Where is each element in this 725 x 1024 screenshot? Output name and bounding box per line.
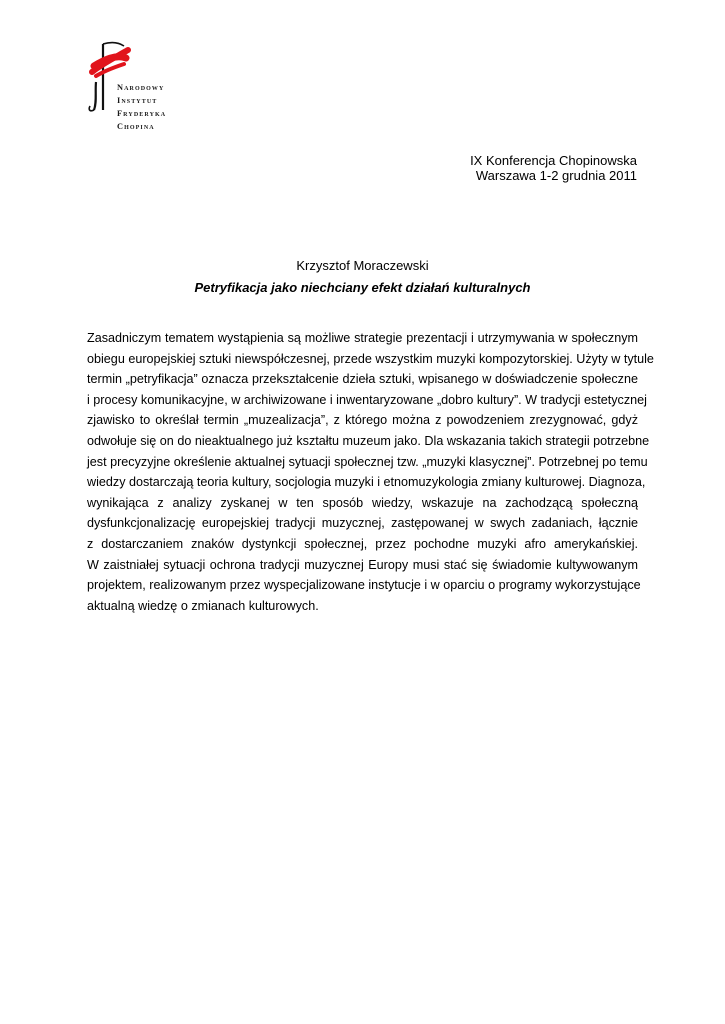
logo-line-3: Fryderyka [117, 109, 167, 118]
logo-wordmark [117, 81, 166, 133]
abstract-line: jest precyzyjne określenie aktualnej sytuacji społecznej tzw. „muzyki klasycznej”. Potrzebnej po temu [87, 454, 648, 469]
abstract-line: i procesy komunikacyjne, w archiwizowane i inwentaryzowane „dobro kultury”. W tradycji estetycznej [87, 392, 647, 407]
abstract-line: z dostarczaniem znaków dystynkcji społecznej, przez pochodne muzyki afro amerykańskiej. [87, 536, 638, 551]
logo-line-1: Narodowy [117, 83, 165, 92]
abstract-line: projektem, realizowanym przez wyspecjalizowane instytucje i w oparciu o programy wykorzystujące [87, 578, 641, 593]
abstract-line: W zaistniałej sytuacji ochrona tradycji muzycznej Europy musi stać się świadomie kultywowanym [87, 557, 638, 572]
author-name: Krzysztof Moraczewski [296, 258, 429, 273]
abstract-text [87, 330, 654, 618]
abstract-line: wynikająca z analizy zyskanej w ten sposób wiedzy, wskazuje na zachodzącą społeczną [87, 495, 638, 510]
conference-info [470, 153, 637, 183]
abstract-line: wiedzy dostarczają teoria kultury, socjologia muzyki i etnomuzykologia zmiany kulturowej. Diagnoza, [87, 475, 646, 490]
conference-name: IX Konferencja Chopinowska [470, 153, 637, 168]
abstract-line: Zasadniczym tematem wystąpienia są możliwe strategie prezentacji i utrzymywania w społecznym [87, 331, 638, 345]
paper-title: Petryfikacja jako niechciany efekt działań kulturalnych [194, 280, 531, 295]
logo-line-4: Chopina [117, 122, 155, 131]
conference-place-date: Warszawa 1-2 grudnia 2011 [475, 168, 637, 183]
abstract-line: odwołuje się on do nieaktualnego już kształtu muzeum jako. Dla wskazania takich strategii potrzebne [87, 433, 650, 448]
logo-line-2: Instytut [117, 96, 158, 105]
abstract-line: aktualną wiedzę o zmianach kulturowych. [87, 598, 319, 613]
nifc-logo [84, 40, 194, 144]
abstract-line: zjawisko to określał termin „muzealizacja”, z którego można z powodzeniem zrezygnować, gdyż [87, 413, 638, 428]
abstract-line: dysfunkcjonalizację europejskiej tradycji muzycznej, zastępowanej w swych zadaniach, łącznie [87, 516, 638, 531]
abstract-line: termin „petryfikacja” oznacza przekształcenie dzieła sztuki, wpisanego w doświadczenie społeczne [87, 372, 638, 387]
abstract-line: obiegu europejskiej sztuki niewspółczesnej, przede wszystkim muzyki kompozytorskiej. Użyty w tytule [87, 351, 654, 366]
